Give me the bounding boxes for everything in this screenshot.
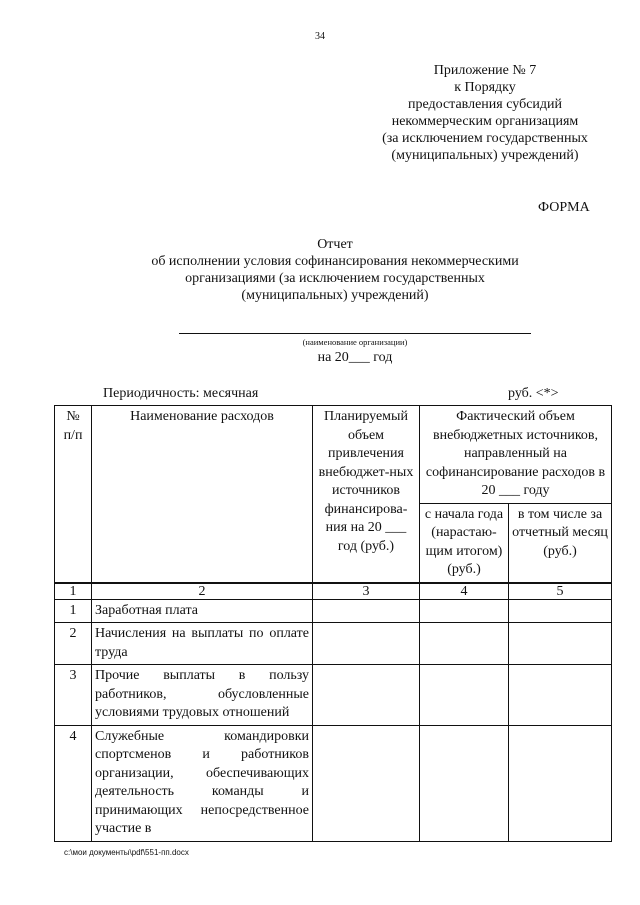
header-row [55, 406, 612, 504]
column-number-row [55, 583, 612, 600]
planned-cell [313, 665, 420, 726]
column-number: 4 [420, 583, 509, 600]
row-number: 4 [55, 725, 92, 841]
since-year-start-cell [420, 599, 509, 623]
column-number: 1 [55, 583, 92, 600]
title-line: организациями (за исключением государственных [185, 271, 485, 286]
planned-cell [313, 623, 420, 665]
planned-cell [313, 599, 420, 623]
since-year-start-cell [420, 665, 509, 726]
reporting-month-cell [509, 623, 612, 665]
row-expense-name: Заработная плата [92, 599, 313, 623]
column-number: 5 [509, 583, 612, 600]
reporting-month-cell [509, 665, 612, 726]
header-since-year-start: с начала года (нарастаю-щим итогом) (руб.) [420, 503, 509, 583]
reporting-month-cell [509, 725, 612, 841]
currency-label: руб. <*> [508, 386, 559, 401]
header-number: № п/п [55, 406, 92, 583]
row-number: 3 [55, 665, 92, 726]
periodicity-label: Периодичность: месячная [103, 386, 259, 401]
since-year-start-cell [420, 725, 509, 841]
planned-cell [313, 725, 420, 841]
appendix-line: некоммерческим организациям [391, 114, 579, 129]
title-line: (муниципальных) учреждений) [241, 288, 429, 303]
row-expense-name: Служебные командировки спортсменов и работников организации, обеспечивающих деятельность команды и принимающих непосредственное участие в [92, 725, 313, 841]
row-number: 1 [55, 599, 92, 623]
organization-caption: (наименование организации) [302, 337, 408, 347]
appendix-line: (за исключением государственных [382, 131, 588, 146]
table-row [55, 665, 612, 726]
forma-label: ФОРМА [538, 200, 590, 215]
column-number: 3 [313, 583, 420, 600]
appendix-block [340, 62, 630, 164]
since-year-start-cell [420, 623, 509, 665]
organization-name-line [179, 333, 531, 334]
row-expense-name: Начисления на выплаты по оплате труда [92, 623, 313, 665]
file-path-footer: c:\мои документы\pdf\551-пп.docx [64, 848, 189, 857]
row-expense-name: Прочие выплаты в пользу работников, обусловленные условиями трудовых отношений [92, 665, 313, 726]
appendix-line: Приложение № 7 [433, 63, 537, 78]
header-actual: Фактический объем внебюджетных источников, направленный на софинансирование расходов в 20 ___ году [420, 406, 612, 504]
report-title [110, 236, 560, 304]
title-line: об исполнении условия софинансирования некоммерческими [151, 254, 519, 269]
row-number: 2 [55, 623, 92, 665]
table-row [55, 623, 612, 665]
expense-report-table [54, 405, 612, 842]
year-line: на 20___ год [317, 350, 393, 365]
table-row [55, 725, 612, 841]
table-row [55, 599, 612, 623]
page-number: 34 [315, 31, 325, 42]
header-planned: Планируемый объем привлечения внебюджет-ных источников финансирова-ния на 20 ___ год (руб.) [313, 406, 420, 583]
reporting-month-cell [509, 599, 612, 623]
appendix-line: предоставления субсидий [407, 97, 563, 112]
header-reporting-month: в том числе за отчетный месяц (руб.) [509, 503, 612, 583]
column-number: 2 [92, 583, 313, 600]
appendix-line: к Порядку [454, 80, 516, 95]
header-expense-name: Наименование расходов [92, 406, 313, 583]
appendix-line: (муниципальных) учреждений) [391, 148, 579, 163]
title-line: Отчет [317, 237, 353, 252]
